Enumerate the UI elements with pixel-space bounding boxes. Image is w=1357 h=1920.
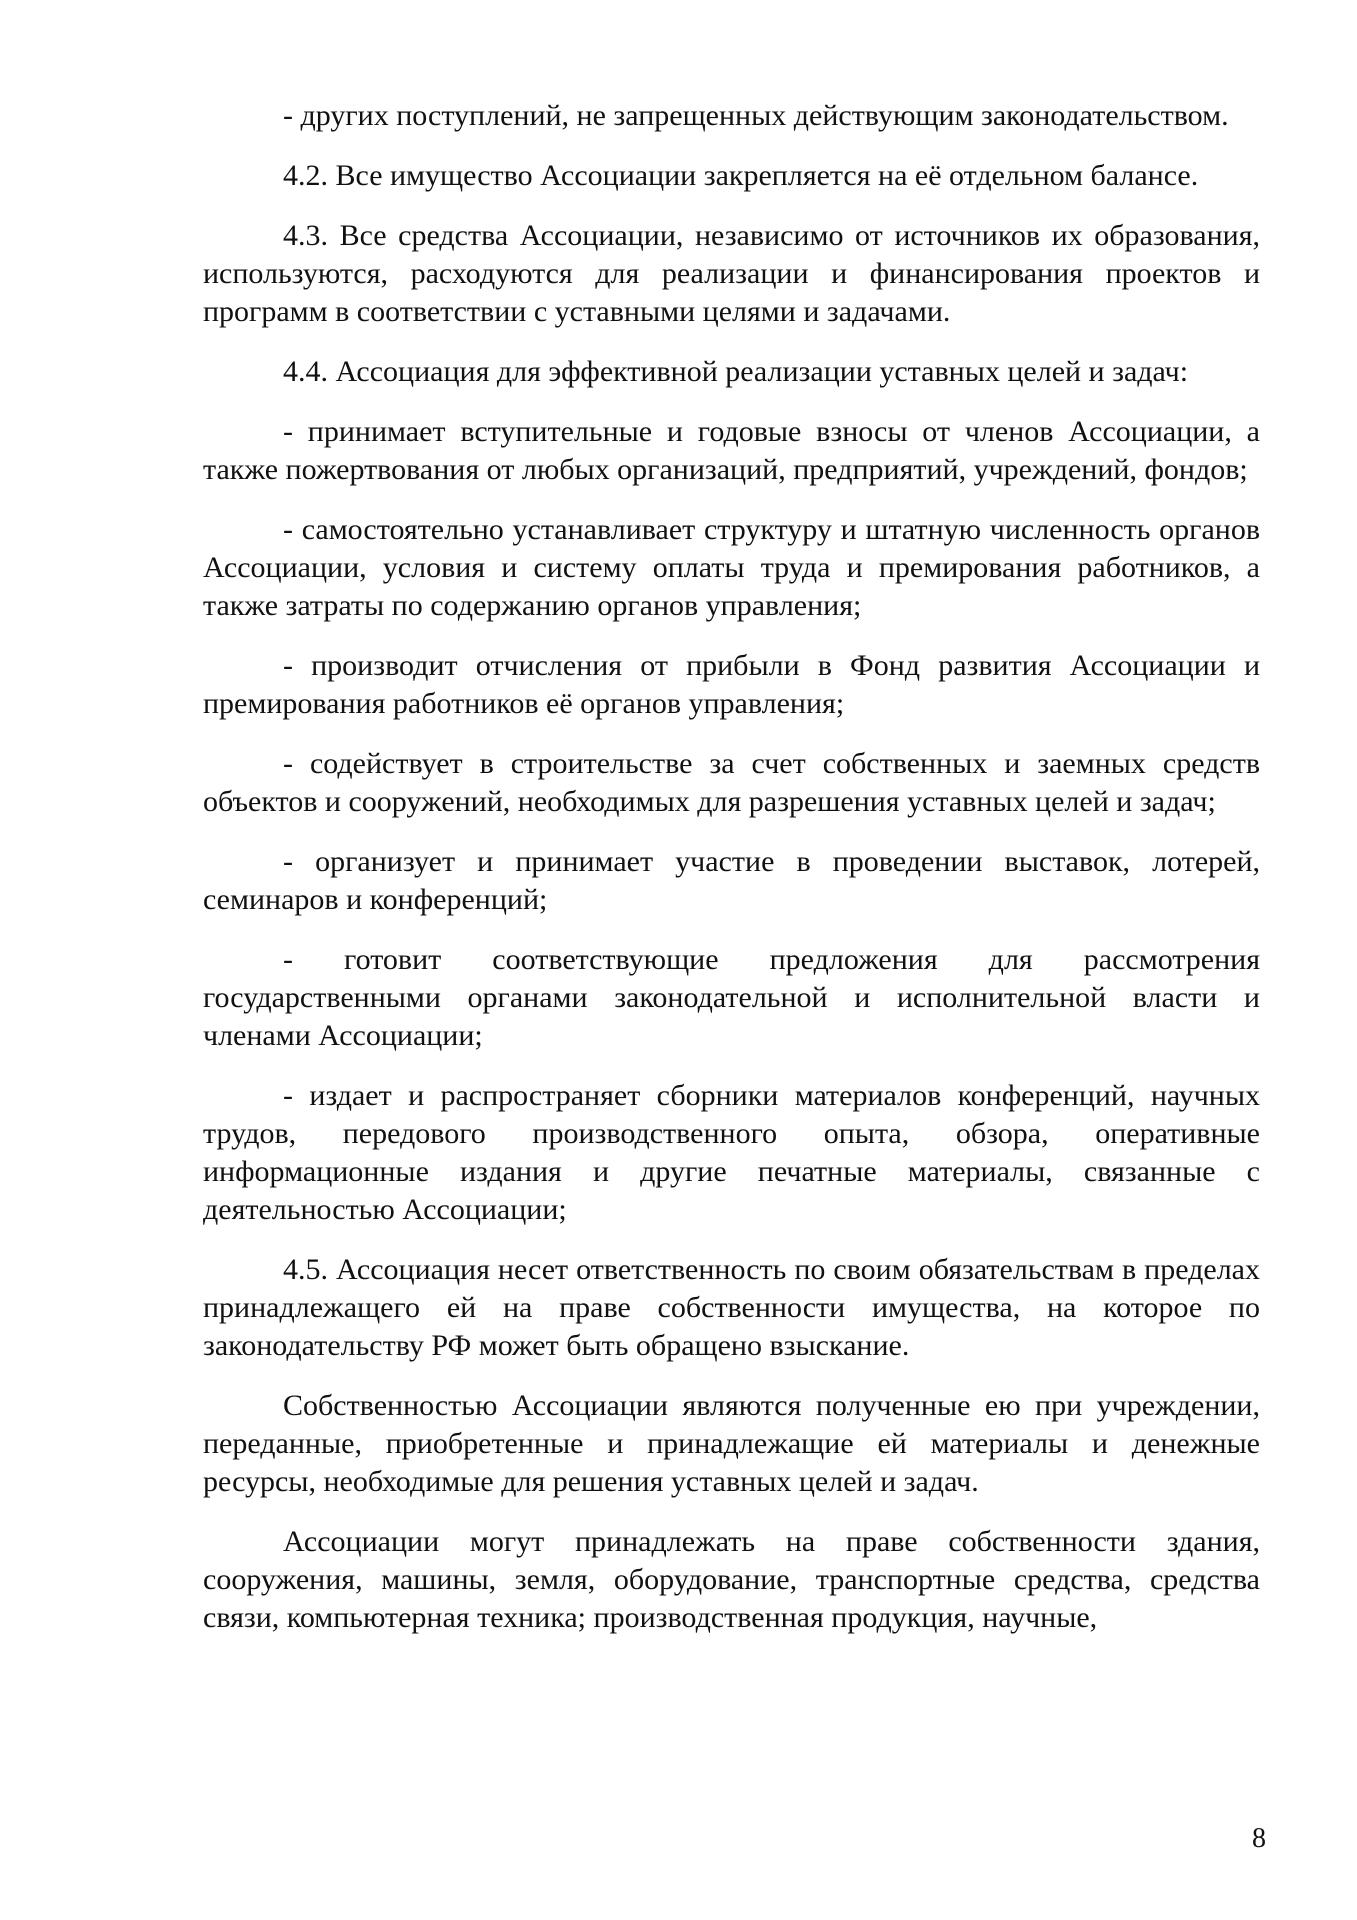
paragraph-assets: Ассоциации могут принадлежать на праве собственности здания, сооружения, машины, земля, оборудование, транспортные средства, средства связи, компьютерная техника; производственная продукция, научные, (203, 1525, 1260, 1634)
list-item-structure: - самостоятельно устанавливает структуру и штатную численность органов Ассоциации, условия и систему оплаты труда и премирования работников, а также затраты по содержанию органов управления; (203, 513, 1260, 622)
list-item-fees: - принимает вступительные и годовые взносы от членов Ассоциации, а также пожертвования от любых организаций, предприятий, учреждений, фондов; (203, 415, 1260, 486)
list-item-deductions: - производит отчисления от прибыли в Фонд развития Ассоциации и премирования работников её органов управления; (203, 649, 1260, 720)
paragraph-4-2: 4.2. Все имущество Ассоциации закрепляется на её отдельном балансе. (283, 159, 1199, 192)
list-item-exhibitions: - организует и принимает участие в проведении выставок, лотерей, семинаров и конференций; (203, 845, 1260, 916)
paragraph-4-3: 4.3. Все средства Ассоциации, независимо от источников их образования, используются, расходуются для реализации и финансирования проектов и программ в соответствии с уставными целями и задачами. (203, 219, 1260, 328)
list-item-proposals: - готовит соответствующие предложения для рассмотрения государственными органами законодательной и исполнительной власти и членами Ассоциации; (203, 943, 1260, 1052)
list-item-publications: - издает и распространяет сборники материалов конференций, научных трудов, передового производственного опыта, обзора, оперативные информационные издания и другие печатные материалы, связанные с деятельностью Ассоциации; (203, 1079, 1260, 1226)
document-body (203, 97, 1260, 1659)
paragraph-other-receipts: - других поступлений, не запрещенных действующим законодательством. (283, 99, 1229, 132)
page-number: 8 (1252, 1823, 1266, 1854)
paragraph-4-4: 4.4. Ассоциация для эффективной реализации уставных целей и задач: (283, 355, 1189, 388)
list-item-construction: - содействует в строительстве за счет собственных и заемных средств объектов и сооружений, необходимых для разрешения уставных целей и задач; (203, 747, 1260, 818)
paragraph-property: Собственностью Ассоциации являются полученные ею при учреждении, переданные, приобретенные и принадлежащие ей материалы и денежные ресурсы, необходимые для решения уставных целей и задач. (203, 1389, 1260, 1498)
paragraph-4-5: 4.5. Ассоциация несет ответственность по своим обязательствам в пределах принадлежащего ей на праве собственности имущества, на которое по законодательству РФ может быть обращено взыскание. (203, 1253, 1260, 1362)
